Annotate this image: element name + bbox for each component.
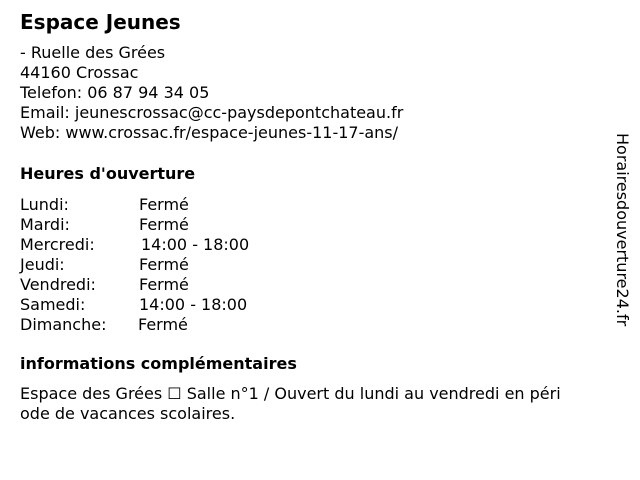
day-label: Mercredi: <box>20 235 95 254</box>
hours-table <box>20 195 300 335</box>
hours-row-samedi <box>20 295 300 315</box>
day-label: Samedi: <box>20 295 86 314</box>
info-text <box>20 384 620 424</box>
day-hours: Fermé <box>139 275 189 294</box>
address-block <box>20 43 403 143</box>
hours-row-mardi <box>20 215 300 235</box>
day-label: Jeudi: <box>20 255 65 274</box>
day-hours: 14:00 - 18:00 <box>139 295 248 314</box>
web-line: Web: www.crossac.fr/espace-jeunes-11-17-ans/ <box>20 123 399 142</box>
hours-row-mercredi <box>20 235 300 255</box>
info-heading: informations complémentaires <box>20 354 297 373</box>
hours-heading: Heures d'ouverture <box>20 164 196 183</box>
page-title: Espace Jeunes <box>20 10 181 34</box>
hours-row-lundi <box>20 195 300 215</box>
street-line: - Ruelle des Grées <box>20 43 166 62</box>
day-label: Vendredi: <box>20 275 96 294</box>
phone-line: Telefon: 06 87 94 34 05 <box>20 83 210 102</box>
day-label: Dimanche: <box>20 315 107 334</box>
info-line-1: Espace des Grées ☐ Salle n°1 / Ouvert du lundi au vendredi en péri <box>20 384 561 403</box>
day-label: Lundi: <box>20 195 69 214</box>
watermark <box>612 133 632 343</box>
day-label: Mardi: <box>20 215 70 234</box>
day-hours: Fermé <box>139 195 189 214</box>
email-line: Email: jeunescrossac@cc-paysdepontchateau.fr <box>20 103 404 122</box>
hours-row-dimanche <box>20 315 300 335</box>
day-hours: Fermé <box>139 255 189 274</box>
day-hours: Fermé <box>139 215 189 234</box>
hours-row-vendredi <box>20 275 300 295</box>
hours-row-jeudi <box>20 255 300 275</box>
day-hours: 14:00 - 18:00 <box>141 235 250 254</box>
city-line: 44160 Crossac <box>20 63 139 82</box>
info-line-2: ode de vacances scolaires. <box>20 404 236 423</box>
watermark-text: Horairesdouverture24.fr <box>613 133 632 327</box>
day-hours: Fermé <box>138 315 188 334</box>
